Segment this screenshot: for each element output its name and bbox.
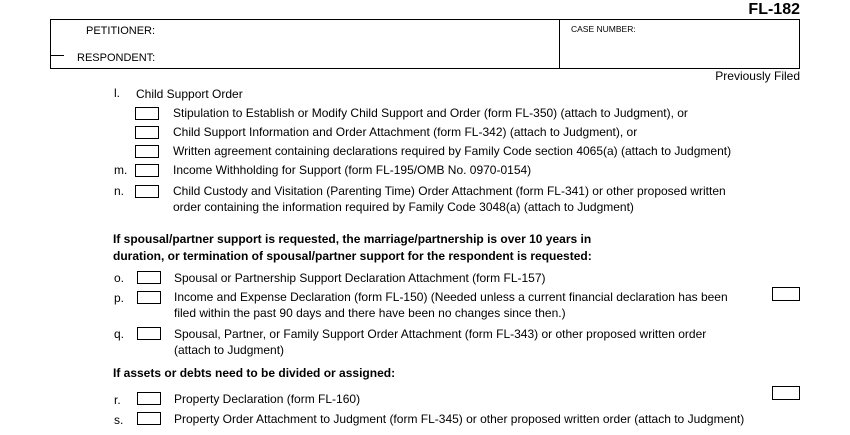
property-declaration-previously-filed-checkbox[interactable] [772, 386, 800, 400]
case-number-label: CASE NUMBER: [571, 24, 636, 34]
property-order-attachment-label: Property Order Attachment to Judgment (form FL-345) or other proposed written order (attach to Judgment) [174, 412, 745, 426]
income-expense-line2: filed within the past 90 days and there have been no changes since then.) [174, 306, 566, 320]
income-expense-previously-filed-checkbox[interactable] [772, 287, 800, 301]
written-agreement-checkbox[interactable] [135, 145, 159, 158]
item-m-letter: m. [114, 163, 128, 177]
income-withholding-label: Income Withholding for Support (form FL-195/OMB No. 0970-0154) [173, 163, 532, 177]
previously-filed-label: Previously Filed [715, 69, 800, 83]
property-order-attachment-checkbox[interactable] [137, 412, 161, 425]
item-r-letter: r. [114, 393, 121, 407]
income-expense-checkbox[interactable] [137, 291, 161, 304]
spousal-heading-line2: duration, or termination of spousal/partner support for the respondent is requested: [113, 249, 592, 263]
item-s-letter: s. [114, 413, 124, 427]
petitioner-label: PETITIONER: [86, 25, 156, 37]
caption-box [50, 19, 800, 69]
item-o-letter: o. [114, 271, 125, 285]
child-custody-line2: order containing the information required by Family Code 3048(a) (attach to Judgment) [173, 200, 634, 214]
property-declaration-checkbox[interactable] [137, 392, 161, 405]
support-order-attachment-checkbox[interactable] [137, 327, 161, 340]
item-n-letter: n. [114, 184, 125, 198]
spousal-declaration-checkbox[interactable] [137, 271, 161, 284]
assets-heading: If assets or debts need to be divided or assigned: [113, 366, 396, 380]
respondent-label: RESPONDENT: [77, 52, 156, 64]
form-number: FL-182 [748, 1, 800, 18]
child-support-info-option: Child Support Information and Order Attachment (form FL-342) (attach to Judgment), or [173, 125, 638, 139]
income-withholding-checkbox[interactable] [135, 164, 159, 177]
stipulation-checkbox[interactable] [135, 107, 159, 120]
caption-divider [559, 19, 560, 69]
support-order-attachment-line1: Spousal, Partner, or Family Support Order Attachment (form FL-343) or other proposed written order [174, 327, 707, 341]
spousal-declaration-label: Spousal or Partnership Support Declaration Attachment (form FL-157) [174, 271, 546, 285]
stipulation-option: Stipulation to Establish or Modify Child Support and Order (form FL-350) (attach to Judgment), or [173, 106, 688, 120]
child-support-info-checkbox[interactable] [135, 126, 159, 139]
spousal-heading-line1: If spousal/partner support is requested, the marriage/partnership is over 10 years in [113, 232, 592, 246]
property-declaration-label: Property Declaration (form FL-160) [174, 392, 361, 406]
item-l-title: Child Support Order [136, 87, 243, 101]
support-order-attachment-line2: (attach to Judgment) [174, 343, 285, 357]
caption-tick [50, 55, 64, 56]
item-p-letter: p. [114, 291, 125, 305]
child-custody-checkbox[interactable] [135, 185, 159, 198]
item-l-letter: l. [114, 86, 120, 100]
written-agreement-option: Written agreement containing declarations required by Family Code section 4065(a) (attach to Judgment) [173, 144, 732, 158]
item-q-letter: q. [114, 327, 125, 341]
income-expense-line1: Income and Expense Declaration (form FL-150) (Needed unless a current financial declaration has been [174, 290, 728, 304]
child-custody-line1: Child Custody and Visitation (Parenting Time) Order Attachment (form FL-341) or other proposed written [173, 184, 726, 198]
